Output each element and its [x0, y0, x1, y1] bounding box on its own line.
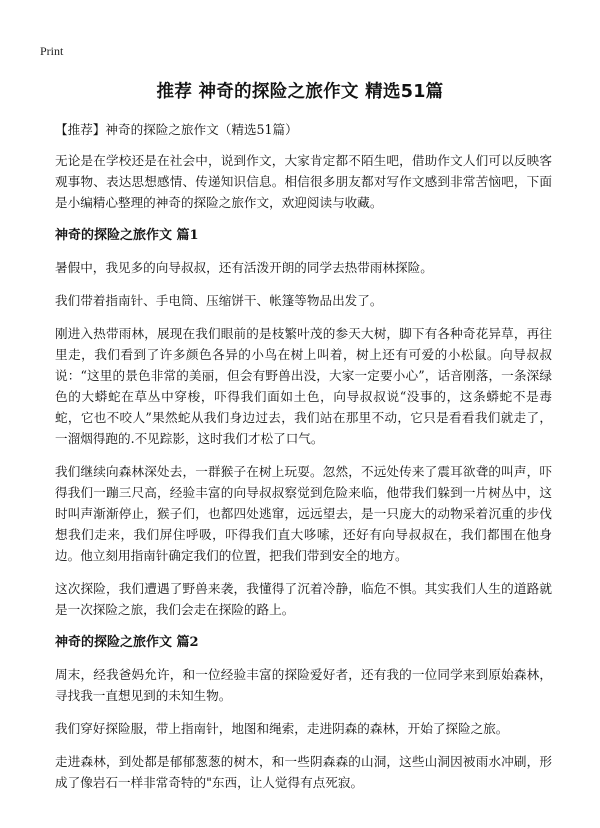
- paragraph: 暑假中，我见多的向导叔叔，还有活泼开朗的同学去热带雨林探险。: [55, 260, 433, 275]
- paragraph: 这次探险，我们遭遇了野兽来袭，我懂得了沉着冷静，临危不惧。其实我们人生的道路就是一次探险之旅，我们会走在探险的路上。: [55, 581, 552, 617]
- paragraph: 刚进入热带雨林，展现在我们眼前的是枝繁叶茂的参天大树，脚下有各种奇花异草，再往里走，我们看到了许多颜色各异的小鸟在树上叫着，树上还有可爱的小松鼠。向导叔叔说：“这里的景色非常的美丽，但会有野兽出没，大家一定要小心”，话音刚落，一条深绿色的大蟒蛇在草丛中穿梭，吓得我们面如土色，向导叔叔说“没事的，这条蟒蛇不是毒蛇，它也不咬人”果然蛇从我们身边过去，我们站在那里不动，它只是看看我们就走了，一溜烟得跑的.不见踪影，这时我们才松了口气。: [55, 326, 552, 446]
- document-body: [55, 119, 552, 805]
- paragraph: 走进森林，到处都是郁郁葱葱的树木，和一些阴森森的山洞，这些山洞因被雨水冲刷，形成了像岩石一样非常奇特的"东西，让人觉得有点死寂。: [55, 754, 552, 790]
- document-title: 推荐 神奇的探险之旅作文 精选51篇: [156, 82, 444, 102]
- intro-paragraph: 无论是在学校还是在社会中，说到作文，大家肯定都不陌生吧，借助作文人们可以反映客观事物、表达思想感情、传递知识信息。相信很多朋友都对写作文感到非常苦恼吧，下面是小编精心整理的神奇的探险之旅作文，欢迎阅读与收藏。: [55, 153, 552, 210]
- paragraph: 我们带着指南针、手电筒、压缩饼干、帐篷等物品出发了。: [55, 293, 383, 308]
- section-heading: 神奇的探险之旅作文 篇1: [55, 228, 199, 243]
- paragraph: 我们继续向森林深处去，一群猴子在树上玩耍。忽然，不远处传来了震耳欲聋的叫声，吓得我们一蹦三尺高，经验丰富的向导叔叔察觉到危险来临，他带我们躲到一片树丛中，这时叫声渐渐停止，猴子们，也都四处逃窜，远远望去，是一只庞大的动物采着沉重的步伐想我们走来，我们屏住呼吸，吓得我们直大哆嗦，还好有向导叔叔在，我们都围在他身边。他立刻用指南针确定我们的位置，把我们带到安全的地方。: [55, 464, 552, 563]
- paragraph: 周末，经我爸妈允许，和一位经验丰富的探险爱好者，还有我的一位同学来到原始森林，寻找我一直想见到的未知生物。: [55, 667, 552, 703]
- section-heading: 神奇的探险之旅作文 篇2: [55, 635, 199, 650]
- paragraph: 我们穿好探险服，带上指南针，地图和绳索，走进阴森的森林，开始了探险之旅。: [55, 721, 509, 736]
- document-subtitle: 【推荐】神奇的探险之旅作文（精选51篇）: [55, 122, 298, 137]
- print-link[interactable]: Print: [40, 44, 64, 58]
